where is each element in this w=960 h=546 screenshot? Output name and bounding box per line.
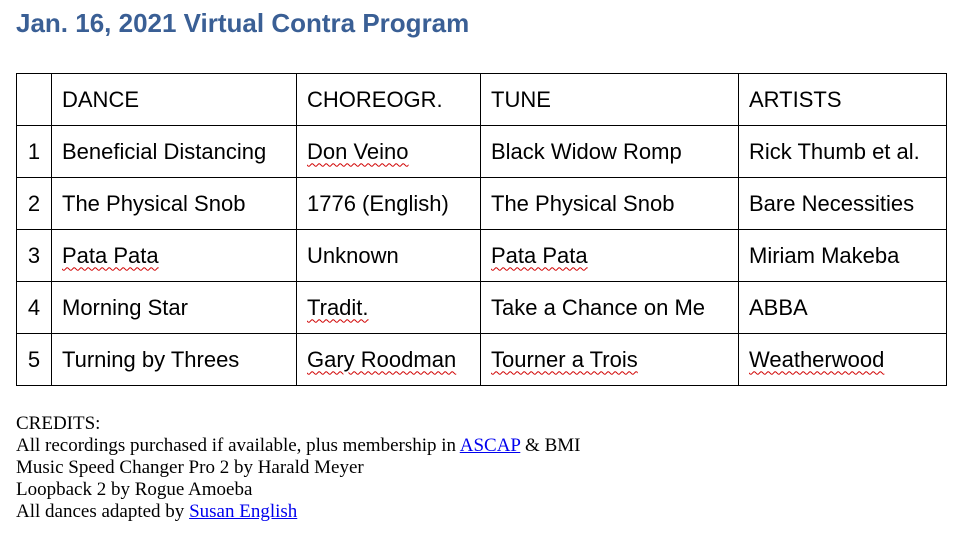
choreographer-name: Tradit. xyxy=(307,294,369,320)
tune-name: Pata Pata xyxy=(491,242,588,268)
artists-cell xyxy=(739,334,947,386)
credits-heading: CREDITS: xyxy=(16,413,101,434)
row-number: 3 xyxy=(17,230,52,282)
ascap-link[interactable]: ASCAP xyxy=(459,435,521,456)
recordings-text: All recordings purchased if available, plus membership in xyxy=(16,435,460,456)
tune-cell xyxy=(481,178,739,230)
dance-name: Turning by Threes xyxy=(62,346,240,372)
row-number: 5 xyxy=(17,334,52,386)
tune-name: The Physical Snob xyxy=(491,190,675,216)
page-title: Jan. 16, 2021 Virtual Contra Program xyxy=(16,8,470,38)
table-row xyxy=(17,282,947,334)
row-number: 4 xyxy=(17,282,52,334)
choreographer-name: Don Veino xyxy=(307,138,409,164)
header-choreographer: CHOREOGR. xyxy=(297,74,481,126)
table-row xyxy=(17,230,947,282)
header-artists: ARTISTS xyxy=(739,74,947,126)
susan-english-link[interactable]: Susan English xyxy=(189,501,298,522)
dance-cell xyxy=(52,126,297,178)
artists-name: Weatherwood xyxy=(749,346,885,372)
artists-name: Bare Necessities xyxy=(749,190,915,216)
dance-cell xyxy=(52,334,297,386)
row-number: 1 xyxy=(17,126,52,178)
dance-name: Pata Pata xyxy=(62,242,159,268)
artists-cell xyxy=(739,178,947,230)
choreographer-name: 1776 (English) xyxy=(307,190,449,216)
choreographer-cell xyxy=(297,230,481,282)
artists-name: Rick Thumb et al. xyxy=(749,138,920,164)
tune-cell xyxy=(481,126,739,178)
tune-cell xyxy=(481,334,739,386)
credits-speed-changer-line: Music Speed Changer Pro 2 by Harald Meyer xyxy=(16,457,364,478)
dance-name: The Physical Snob xyxy=(62,190,246,216)
choreographer-name: Unknown xyxy=(307,242,399,268)
dance-cell xyxy=(52,230,297,282)
header-dance: DANCE xyxy=(52,74,297,126)
table-row xyxy=(17,126,947,178)
bmi-text: & BMI xyxy=(520,435,581,456)
tune-name: Tourner a Trois xyxy=(491,346,638,372)
tune-cell xyxy=(481,282,739,334)
choreographer-cell xyxy=(297,282,481,334)
credits-block xyxy=(16,413,580,523)
dance-cell xyxy=(52,282,297,334)
credits-loopback-line: Loopback 2 by Rogue Amoeba xyxy=(16,479,253,500)
program-table xyxy=(16,73,947,386)
table-header-row xyxy=(17,74,947,126)
artists-cell xyxy=(739,126,947,178)
row-number: 2 xyxy=(17,178,52,230)
artists-name: ABBA xyxy=(749,294,808,320)
tune-name: Take a Chance on Me xyxy=(491,294,706,320)
choreographer-cell xyxy=(297,334,481,386)
credits-recordings-line xyxy=(16,435,580,457)
dance-cell xyxy=(52,178,297,230)
credits-adapted-line xyxy=(16,501,580,523)
table-row xyxy=(17,334,947,386)
table-row xyxy=(17,178,947,230)
artists-cell xyxy=(739,230,947,282)
choreographer-cell xyxy=(297,126,481,178)
adapted-text: All dances adapted by xyxy=(16,501,190,522)
tune-name: Black Widow Romp xyxy=(491,138,682,164)
choreographer-cell xyxy=(297,178,481,230)
artists-cell xyxy=(739,282,947,334)
dance-name: Morning Star xyxy=(62,294,188,320)
header-tune: TUNE xyxy=(481,74,739,126)
header-num-cell xyxy=(17,74,52,126)
dance-name: Beneficial Distancing xyxy=(62,138,267,164)
choreographer-name: Gary Roodman xyxy=(307,346,457,372)
artists-name: Miriam Makeba xyxy=(749,242,900,268)
tune-cell xyxy=(481,230,739,282)
